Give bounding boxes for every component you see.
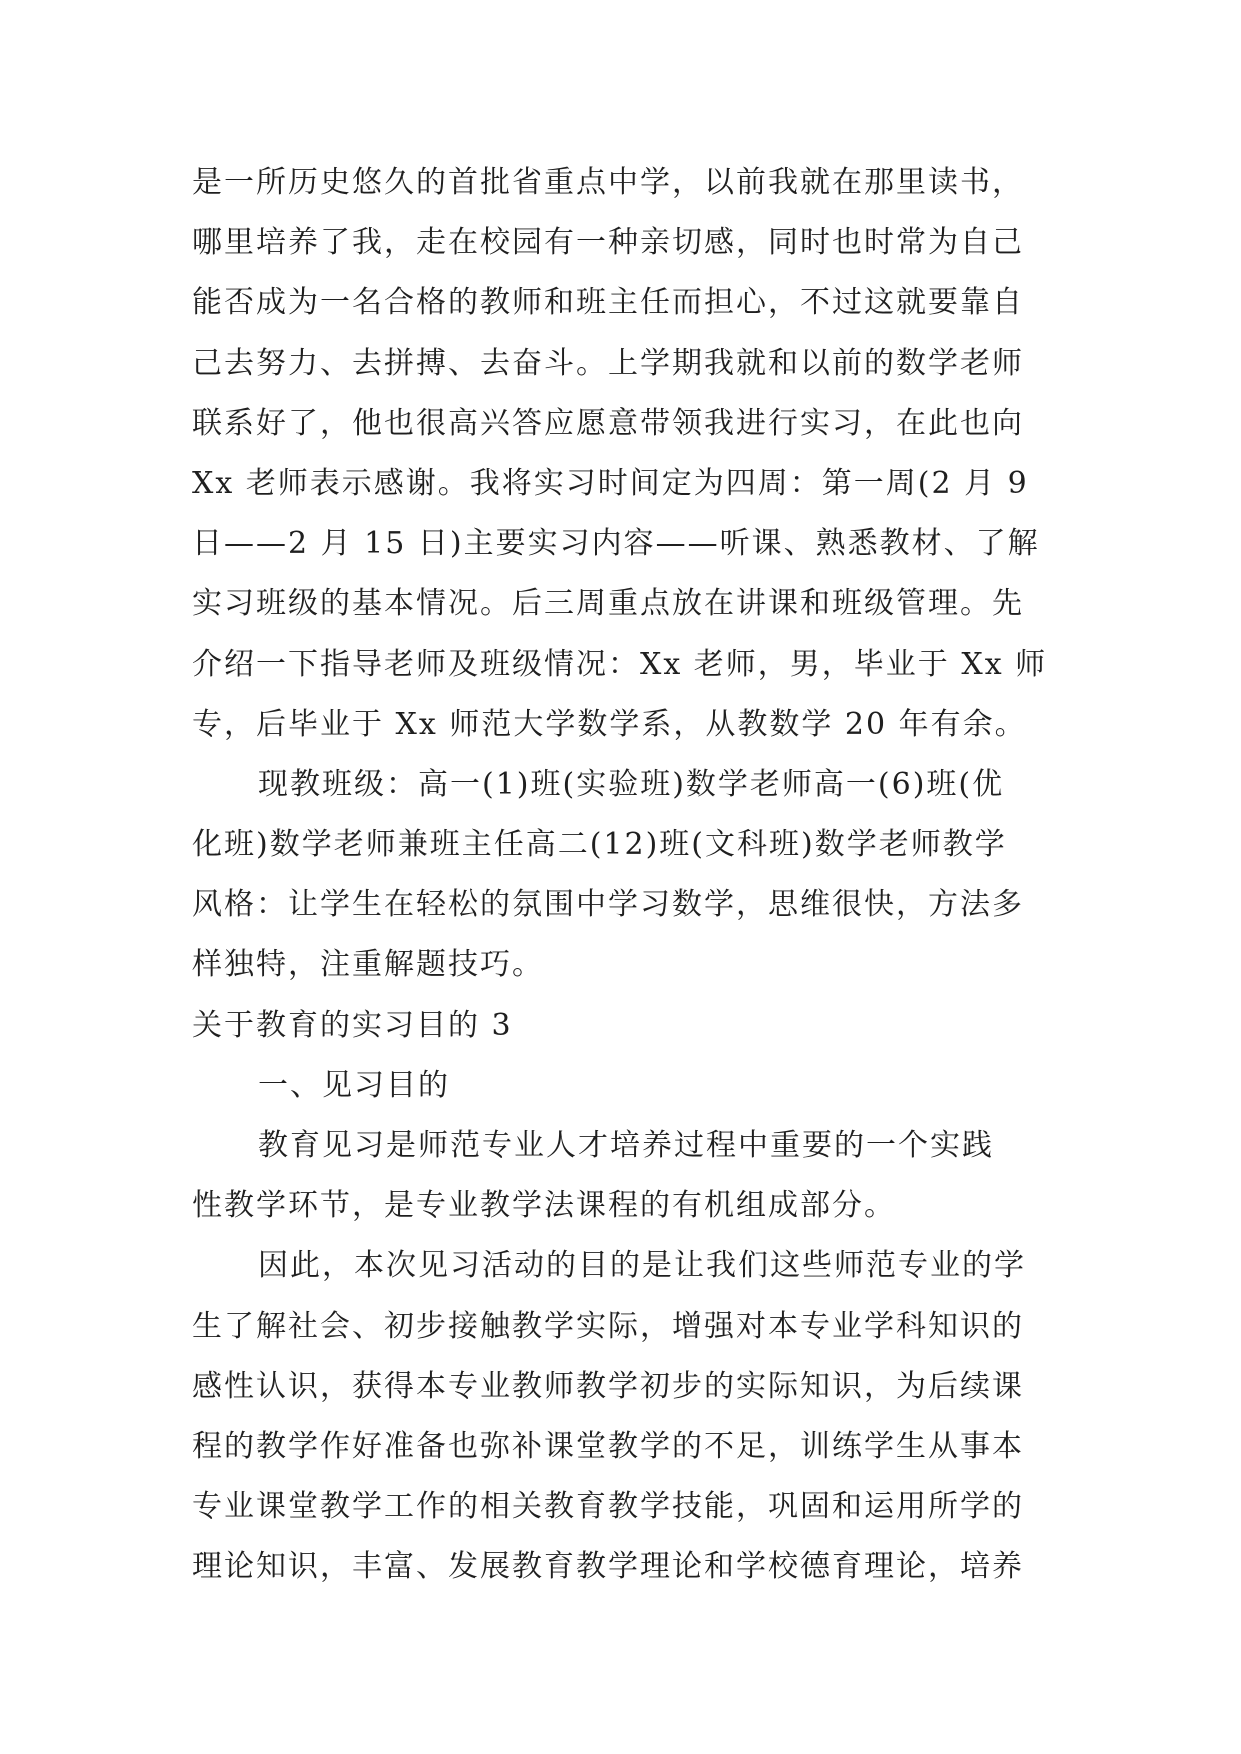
section-heading: 关于教育的实习目的 3: [192, 1007, 513, 1043]
text-line-10: 专，后毕业于 Xx 师范大学数学系，从教数学 20 年有余。: [192, 706, 1027, 742]
text-line-22: 程的教学作好准备也弥补课堂教学的不足，训练学生从事本: [192, 1428, 1024, 1464]
text-line-3: 能否成为一名合格的教师和班主任而担心，不过这就要靠自: [192, 285, 1024, 321]
text-line-2: 哪里培养了我，走在校园有一种亲切感，同时也时常为自己: [192, 225, 1024, 261]
text-line-18: 性教学环节，是专业教学法课程的有机组成部分。: [192, 1188, 896, 1224]
text-line-7: 日——2 月 15 日)主要实习内容——听课、熟悉教材、了解: [192, 526, 1040, 562]
text-line-17: 教育见习是师范专业人才培养过程中重要的一个实践: [258, 1128, 994, 1163]
text-line-4: 己去努力、去拼搏、去奋斗。上学期我就和以前的数学老师: [192, 345, 1024, 381]
text-line-13: 风格：让学生在轻松的氛围中学习数学，思维很快，方法多: [192, 887, 1024, 923]
text-line-9: 介绍一下指导老师及班级情况：Xx 老师，男，毕业于 Xx 师: [192, 646, 1048, 682]
text-line-1: 是一所历史悠久的首批省重点中学，以前我就在那里读书，: [192, 165, 1024, 200]
text-line-20: 生了解社会、初步接触教学实际，增强对本专业学科知识的: [192, 1308, 1024, 1344]
text-line-11: 现教班级：高一(1)班(实验班)数学老师高一(6)班(优: [258, 766, 1005, 802]
text-line-24: 理论知识，丰富、发展教育教学理论和学校德育理论，培养: [192, 1549, 1024, 1585]
text-line-21: 感性认识，获得本专业教师教学初步的实际知识，为后续课: [192, 1368, 1024, 1404]
text-line-23: 专业课堂教学工作的相关教育教学技能，巩固和运用所学的: [192, 1489, 1024, 1525]
text-line-14: 样独特，注重解题技巧。: [192, 947, 544, 983]
subsection-heading: 一、见习目的: [258, 1067, 450, 1103]
text-line-8: 实习班级的基本情况。后三周重点放在讲课和班级管理。先: [192, 586, 1024, 622]
document-body: [192, 153, 1054, 1598]
text-line-12: 化班)数学老师兼班主任高二(12)班(文科班)数学老师教学: [192, 827, 1007, 863]
text-line-6: Xx 老师表示感谢。我将实习时间定为四周：第一周(2 月 9: [192, 465, 1029, 501]
text-line-19: 因此，本次见习活动的目的是让我们这些师范专业的学: [258, 1248, 1026, 1284]
text-line-5: 联系好了，他也很高兴答应愿意带领我进行实习，在此也向: [192, 405, 1024, 441]
